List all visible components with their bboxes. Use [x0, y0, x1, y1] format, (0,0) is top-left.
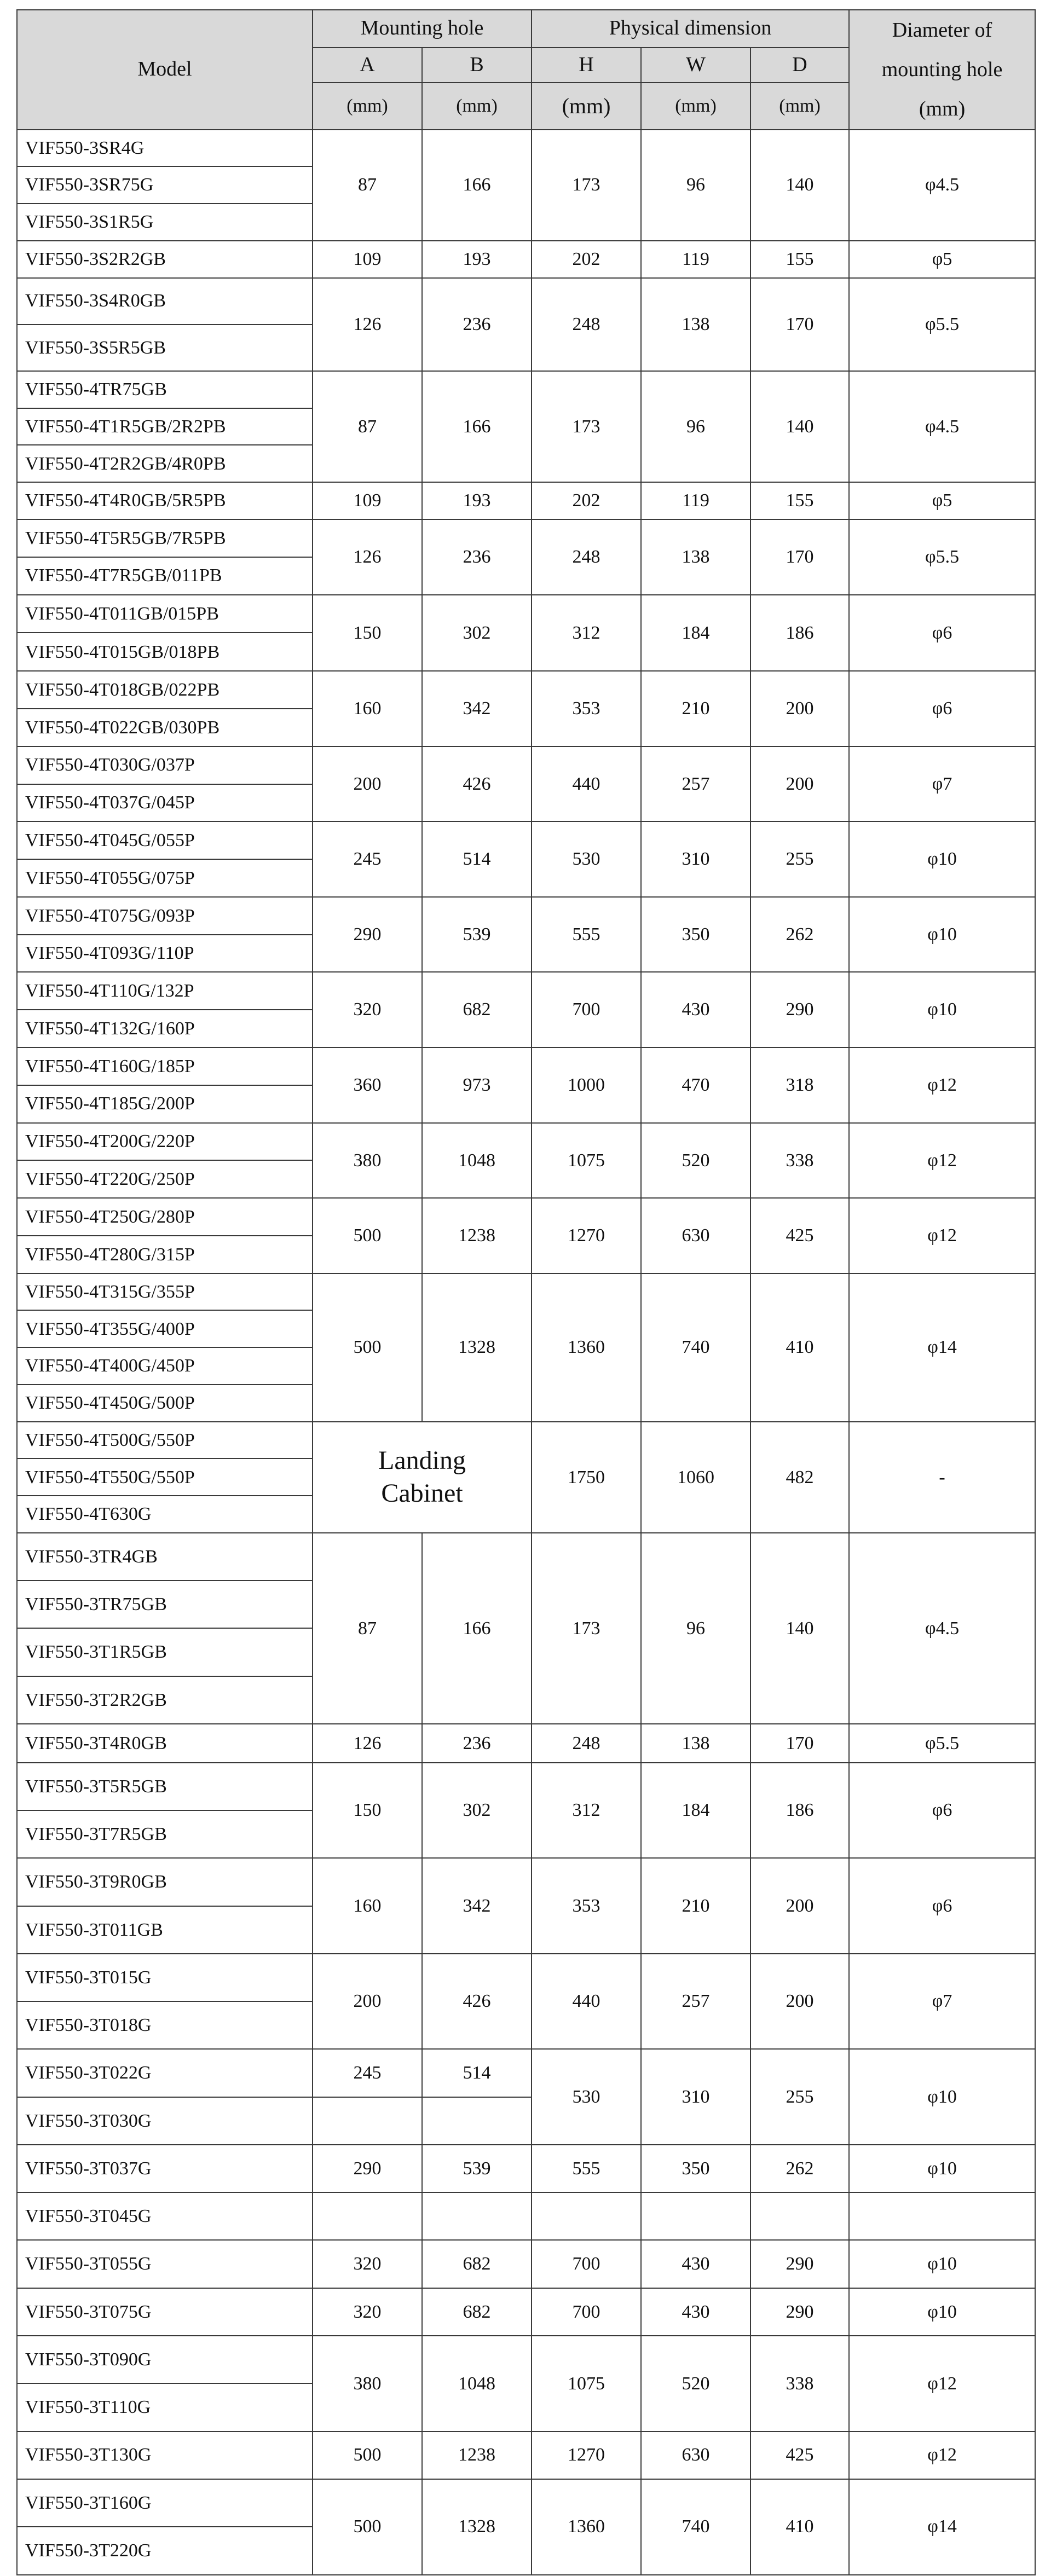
- a-cell: 150: [313, 1763, 422, 1859]
- table-row: [17, 1273, 1035, 1311]
- a-cell: 500: [313, 1198, 422, 1273]
- b-cell: 1238: [422, 1198, 532, 1273]
- diameter-cell: φ4.5: [849, 130, 1035, 241]
- table-row: [17, 897, 1035, 935]
- model-cell: VIF550-3T022G: [17, 2049, 313, 2097]
- w-cell: 257: [641, 1954, 750, 2050]
- w-cell: 96: [641, 371, 750, 482]
- h-cell: [532, 2192, 641, 2240]
- a-cell: 320: [313, 972, 422, 1047]
- w-cell: 119: [641, 241, 750, 278]
- table-row: [17, 371, 1035, 408]
- model-cell: VIF550-4T018GB/022PB: [17, 671, 313, 709]
- model-cell: VIF550-3T7R5GB: [17, 1810, 313, 1858]
- a-cell: 126: [313, 1724, 422, 1763]
- b-cell: 514: [422, 2049, 532, 2097]
- model-cell: VIF550-3T090G: [17, 2336, 313, 2383]
- model-cell: VIF550-3SR4G: [17, 130, 313, 167]
- model-cell: VIF550-4T450G/500P: [17, 1385, 313, 1422]
- table-row: [17, 241, 1035, 278]
- h-cell: 555: [532, 2145, 641, 2192]
- table-row: [17, 2192, 1035, 2240]
- h-cell: 1750: [532, 1422, 641, 1533]
- a-cell: 360: [313, 1047, 422, 1123]
- model-cell: VIF550-3T055G: [17, 2240, 313, 2288]
- b-cell: 514: [422, 821, 532, 897]
- d-cell: 186: [750, 1763, 849, 1859]
- table-row: [17, 1198, 1035, 1236]
- d-cell: 155: [750, 241, 849, 278]
- table-row: [17, 2145, 1035, 2192]
- w-cell: 1060: [641, 1422, 750, 1533]
- model-cell: VIF550-4T1R5GB/2R2PB: [17, 408, 313, 445]
- w-cell: 210: [641, 1858, 750, 1954]
- model-cell: VIF550-4T015GB/018PB: [17, 633, 313, 671]
- d-cell: [750, 2192, 849, 2240]
- a-cell-empty: [313, 2097, 422, 2145]
- a-cell: 87: [313, 1533, 422, 1724]
- w-cell: 350: [641, 2145, 750, 2192]
- h-cell: 555: [532, 897, 641, 972]
- table-row: [17, 821, 1035, 859]
- d-cell: 290: [750, 972, 849, 1047]
- w-cell: 740: [641, 2479, 750, 2575]
- b-cell: 166: [422, 1533, 532, 1724]
- w-cell: 430: [641, 972, 750, 1047]
- b-cell: 1048: [422, 1123, 532, 1199]
- d-cell: 155: [750, 482, 849, 519]
- table-body: [17, 130, 1035, 2575]
- d-cell: 410: [750, 2479, 849, 2575]
- diameter-cell: φ7: [849, 1954, 1035, 2050]
- col-w-header: W: [641, 48, 750, 83]
- model-cell: VIF550-3TR75GB: [17, 1581, 313, 1628]
- diameter-cell: φ12: [849, 1123, 1035, 1199]
- diameter-cell: φ6: [849, 1763, 1035, 1859]
- b-cell: 342: [422, 671, 532, 746]
- model-cell: VIF550-3S2R2GB: [17, 241, 313, 278]
- diameter-cell: φ5.5: [849, 519, 1035, 595]
- diameter-header-line2: mounting hole: [881, 58, 1003, 82]
- b-cell: 682: [422, 2240, 532, 2288]
- model-cell: VIF550-3S4R0GB: [17, 278, 313, 325]
- model-cell: VIF550-3T011GB: [17, 1906, 313, 1954]
- model-cell: VIF550-4T280G/315P: [17, 1236, 313, 1273]
- b-cell: 682: [422, 972, 532, 1047]
- model-cell: VIF550-3T160G: [17, 2479, 313, 2527]
- col-d-unit: (mm): [750, 83, 849, 130]
- a-cell: 150: [313, 595, 422, 672]
- a-cell: 126: [313, 278, 422, 371]
- w-cell: 184: [641, 1763, 750, 1859]
- diameter-cell: φ12: [849, 1198, 1035, 1273]
- diameter-cell: φ14: [849, 2479, 1035, 2575]
- diameter-cell: φ10: [849, 2145, 1035, 2192]
- b-cell: 302: [422, 595, 532, 672]
- w-cell: 350: [641, 897, 750, 972]
- b-cell: 539: [422, 897, 532, 972]
- table-row: [17, 1422, 1035, 1459]
- h-cell: 700: [532, 2288, 641, 2336]
- model-cell: VIF550-3T2R2GB: [17, 1676, 313, 1724]
- b-cell: 426: [422, 746, 532, 822]
- model-cell: VIF550-4T160G/185P: [17, 1047, 313, 1085]
- model-cell: VIF550-4T022GB/030PB: [17, 709, 313, 746]
- h-cell: 700: [532, 972, 641, 1047]
- w-cell: 430: [641, 2288, 750, 2336]
- h-cell: 353: [532, 671, 641, 746]
- h-cell: 440: [532, 746, 641, 822]
- a-cell: 380: [313, 1123, 422, 1199]
- w-cell: 96: [641, 1533, 750, 1724]
- table-row: [17, 1533, 1035, 1581]
- diameter-cell: φ12: [849, 1047, 1035, 1123]
- b-cell: 1048: [422, 2336, 532, 2432]
- d-cell: 200: [750, 746, 849, 822]
- model-cell: VIF550-3T5R5GB: [17, 1763, 313, 1810]
- a-cell: 500: [313, 1273, 422, 1422]
- model-cell: VIF550-4T185G/200P: [17, 1085, 313, 1123]
- h-cell: 312: [532, 1763, 641, 1859]
- a-cell: 245: [313, 821, 422, 897]
- model-cell: VIF550-3T110G: [17, 2383, 313, 2431]
- table-row: [17, 2240, 1035, 2288]
- b-cell: 1328: [422, 1273, 532, 1422]
- h-cell: 1000: [532, 1047, 641, 1123]
- model-cell: VIF550-3T220G: [17, 2527, 313, 2575]
- physical-dimension-header: Physical dimension: [532, 10, 849, 48]
- col-d-header: D: [750, 48, 849, 83]
- h-cell: 248: [532, 1724, 641, 1763]
- col-h-unit: (mm): [532, 83, 641, 130]
- model-cell: VIF550-4T400G/450P: [17, 1347, 313, 1385]
- b-cell: 426: [422, 1954, 532, 2050]
- col-a-header: A: [313, 48, 422, 83]
- model-cell: VIF550-4T500G/550P: [17, 1422, 313, 1459]
- diameter-cell: -: [849, 1422, 1035, 1533]
- b-cell: 236: [422, 1724, 532, 1763]
- b-cell: 539: [422, 2145, 532, 2192]
- w-cell: 138: [641, 278, 750, 371]
- diameter-cell: φ10: [849, 897, 1035, 972]
- model-cell: VIF550-4T315G/355P: [17, 1273, 313, 1311]
- col-b-header: B: [422, 48, 532, 83]
- landing-cabinet-cell: [313, 1422, 532, 1533]
- d-cell: 262: [750, 2145, 849, 2192]
- diameter-cell: φ12: [849, 2336, 1035, 2432]
- b-cell: 236: [422, 278, 532, 371]
- w-cell: 310: [641, 2049, 750, 2145]
- table-row: [17, 519, 1035, 557]
- w-cell: 257: [641, 746, 750, 822]
- b-cell: 166: [422, 371, 532, 482]
- table-row: [17, 2049, 1035, 2097]
- w-cell: 96: [641, 130, 750, 241]
- d-cell: 255: [750, 821, 849, 897]
- h-cell: 312: [532, 595, 641, 672]
- w-cell: 138: [641, 1724, 750, 1763]
- table-row: [17, 278, 1035, 325]
- h-cell: 173: [532, 130, 641, 241]
- b-cell: 682: [422, 2288, 532, 2336]
- model-cell: VIF550-3T075G: [17, 2288, 313, 2336]
- model-cell: VIF550-4T075G/093P: [17, 897, 313, 935]
- d-cell: 170: [750, 278, 849, 371]
- d-cell: 255: [750, 2049, 849, 2145]
- b-cell: 1238: [422, 2432, 532, 2479]
- a-cell: 500: [313, 2432, 422, 2479]
- b-cell: 302: [422, 1763, 532, 1859]
- d-cell: 200: [750, 1858, 849, 1954]
- diameter-cell: φ5: [849, 241, 1035, 278]
- b-cell: 973: [422, 1047, 532, 1123]
- h-cell: 173: [532, 371, 641, 482]
- d-cell: 425: [750, 1198, 849, 1273]
- model-cell: VIF550-3T130G: [17, 2432, 313, 2479]
- a-cell: 290: [313, 2145, 422, 2192]
- a-cell: 160: [313, 1858, 422, 1954]
- table-row: [17, 671, 1035, 709]
- table-row: [17, 1724, 1035, 1763]
- diameter-cell: φ6: [849, 1858, 1035, 1954]
- model-cell: VIF550-4TR75GB: [17, 371, 313, 408]
- a-cell: 200: [313, 1954, 422, 2050]
- diameter-cell: φ10: [849, 972, 1035, 1047]
- b-cell-empty: [422, 2097, 532, 2145]
- h-cell: 1360: [532, 1273, 641, 1422]
- table-row: [17, 972, 1035, 1010]
- model-cell: VIF550-3T045G: [17, 2192, 313, 2240]
- model-cell: VIF550-3T018G: [17, 2001, 313, 2049]
- table-row: [17, 2288, 1035, 2336]
- w-cell: 184: [641, 595, 750, 672]
- table-row: [17, 746, 1035, 784]
- h-cell: 700: [532, 2240, 641, 2288]
- model-cell: VIF550-4T2R2GB/4R0PB: [17, 445, 313, 482]
- diameter-header: [849, 10, 1035, 130]
- diameter-cell: φ4.5: [849, 1533, 1035, 1724]
- a-cell: 109: [313, 241, 422, 278]
- d-cell: 482: [750, 1422, 849, 1533]
- a-cell: 320: [313, 2288, 422, 2336]
- w-cell: 740: [641, 1273, 750, 1422]
- d-cell: 186: [750, 595, 849, 672]
- h-cell: 1270: [532, 1198, 641, 1273]
- model-cell: VIF550-4T7R5GB/011PB: [17, 557, 313, 595]
- model-cell: VIF550-3TR4GB: [17, 1533, 313, 1581]
- diameter-cell: φ4.5: [849, 371, 1035, 482]
- model-cell: VIF550-4T4R0GB/5R5PB: [17, 482, 313, 519]
- col-a-unit: (mm): [313, 83, 422, 130]
- diameter-header-line1: Diameter of: [892, 19, 992, 42]
- b-cell: 342: [422, 1858, 532, 1954]
- model-cell: VIF550-4T630G: [17, 1496, 313, 1533]
- diameter-cell: φ6: [849, 595, 1035, 672]
- d-cell: 170: [750, 1724, 849, 1763]
- col-h-header: H: [532, 48, 641, 83]
- table-row: [17, 1954, 1035, 2001]
- d-cell: 338: [750, 1123, 849, 1199]
- table-row: [17, 595, 1035, 633]
- model-cell: VIF550-3S5R5GB: [17, 325, 313, 371]
- w-cell: 430: [641, 2240, 750, 2288]
- w-cell: [641, 2192, 750, 2240]
- model-cell: VIF550-4T055G/075P: [17, 859, 313, 897]
- model-cell: VIF550-4T355G/400P: [17, 1310, 313, 1347]
- model-cell: VIF550-3T4R0GB: [17, 1724, 313, 1763]
- model-cell: VIF550-4T030G/037P: [17, 746, 313, 784]
- d-cell: 262: [750, 897, 849, 972]
- model-cell: VIF550-4T550G/550P: [17, 1458, 313, 1496]
- w-cell: 210: [641, 671, 750, 746]
- model-cell: VIF550-4T132G/160P: [17, 1010, 313, 1047]
- w-cell: 630: [641, 2432, 750, 2479]
- diameter-cell: φ5.5: [849, 278, 1035, 371]
- diameter-header-unit: (mm): [919, 97, 966, 121]
- table-row: [17, 1763, 1035, 1810]
- w-cell: 119: [641, 482, 750, 519]
- w-cell: 138: [641, 519, 750, 595]
- h-cell: 530: [532, 821, 641, 897]
- d-cell: 140: [750, 1533, 849, 1724]
- d-cell: 140: [750, 130, 849, 241]
- model-cell: VIF550-3S1R5G: [17, 204, 313, 241]
- d-cell: 140: [750, 371, 849, 482]
- a-cell: 200: [313, 746, 422, 822]
- h-cell: 202: [532, 241, 641, 278]
- a-cell: 160: [313, 671, 422, 746]
- table-row: [17, 1123, 1035, 1161]
- table-row: [17, 2479, 1035, 2527]
- h-cell: 1075: [532, 2336, 641, 2432]
- b-cell: 193: [422, 482, 532, 519]
- diameter-cell: φ14: [849, 1273, 1035, 1422]
- w-cell: 520: [641, 2336, 750, 2432]
- a-cell: 126: [313, 519, 422, 595]
- a-cell: 320: [313, 2240, 422, 2288]
- model-cell: VIF550-4T220G/250P: [17, 1160, 313, 1198]
- table-row: [17, 2336, 1035, 2383]
- model-cell: VIF550-4T110G/132P: [17, 972, 313, 1010]
- d-cell: 290: [750, 2288, 849, 2336]
- h-cell: 248: [532, 519, 641, 595]
- a-cell: 87: [313, 130, 422, 241]
- a-cell: 290: [313, 897, 422, 972]
- b-cell: 1328: [422, 2479, 532, 2575]
- model-cell: VIF550-4T011GB/015PB: [17, 595, 313, 633]
- table-row: [17, 2432, 1035, 2479]
- model-cell: VIF550-4T200G/220P: [17, 1123, 313, 1161]
- model-header: Model: [17, 10, 313, 130]
- landing-text-line1: Landing: [378, 1446, 466, 1475]
- b-cell: [422, 2192, 532, 2240]
- h-cell: 173: [532, 1533, 641, 1724]
- d-cell: 290: [750, 2240, 849, 2288]
- table-row: [17, 1858, 1035, 1906]
- h-cell: 1270: [532, 2432, 641, 2479]
- b-cell: 193: [422, 241, 532, 278]
- mounting-hole-header: Mounting hole: [313, 10, 532, 48]
- a-cell: 380: [313, 2336, 422, 2432]
- diameter-cell: φ5.5: [849, 1724, 1035, 1763]
- diameter-cell: φ10: [849, 2240, 1035, 2288]
- w-cell: 470: [641, 1047, 750, 1123]
- h-cell: 248: [532, 278, 641, 371]
- diameter-cell: φ10: [849, 2049, 1035, 2145]
- model-cell: VIF550-4T250G/280P: [17, 1198, 313, 1236]
- h-cell: 530: [532, 2049, 641, 2145]
- diameter-cell: [849, 2192, 1035, 2240]
- diameter-cell: φ12: [849, 2432, 1035, 2479]
- landing-text-line2: Cabinet: [381, 1479, 463, 1508]
- diameter-cell: φ6: [849, 671, 1035, 746]
- h-cell: 440: [532, 1954, 641, 2050]
- d-cell: 318: [750, 1047, 849, 1123]
- a-cell: [313, 2192, 422, 2240]
- a-cell: 500: [313, 2479, 422, 2575]
- b-cell: 236: [422, 519, 532, 595]
- d-cell: 200: [750, 671, 849, 746]
- col-w-unit: (mm): [641, 83, 750, 130]
- model-cell: VIF550-4T037G/045P: [17, 784, 313, 822]
- h-cell: 353: [532, 1858, 641, 1954]
- w-cell: 630: [641, 1198, 750, 1273]
- table-row: [17, 482, 1035, 519]
- model-cell: VIF550-3T9R0GB: [17, 1858, 313, 1906]
- model-cell: VIF550-3T1R5GB: [17, 1628, 313, 1676]
- model-cell: VIF550-4T093G/110P: [17, 935, 313, 972]
- table-row: [17, 1047, 1035, 1085]
- a-cell: 245: [313, 2049, 422, 2097]
- diameter-cell: φ7: [849, 746, 1035, 822]
- d-cell: 338: [750, 2336, 849, 2432]
- model-cell: VIF550-4T045G/055P: [17, 821, 313, 859]
- d-cell: 200: [750, 1954, 849, 2050]
- model-cell: VIF550-3SR75G: [17, 166, 313, 204]
- diameter-cell: φ5: [849, 482, 1035, 519]
- w-cell: 310: [641, 821, 750, 897]
- d-cell: 410: [750, 1273, 849, 1422]
- model-cell: VIF550-3T037G: [17, 2145, 313, 2192]
- b-cell: 166: [422, 130, 532, 241]
- diameter-cell: φ10: [849, 2288, 1035, 2336]
- d-cell: 425: [750, 2432, 849, 2479]
- h-cell: 202: [532, 482, 641, 519]
- h-cell: 1360: [532, 2479, 641, 2575]
- diameter-cell: φ10: [849, 821, 1035, 897]
- col-b-unit: (mm): [422, 83, 532, 130]
- w-cell: 520: [641, 1123, 750, 1199]
- table-row: [17, 130, 1035, 167]
- model-cell: VIF550-3T015G: [17, 1954, 313, 2001]
- dimension-table: [16, 9, 1036, 2575]
- a-cell: 109: [313, 482, 422, 519]
- d-cell: 170: [750, 519, 849, 595]
- model-cell: VIF550-3T030G: [17, 2097, 313, 2145]
- model-cell: VIF550-4T5R5GB/7R5PB: [17, 519, 313, 557]
- h-cell: 1075: [532, 1123, 641, 1199]
- a-cell: 87: [313, 371, 422, 482]
